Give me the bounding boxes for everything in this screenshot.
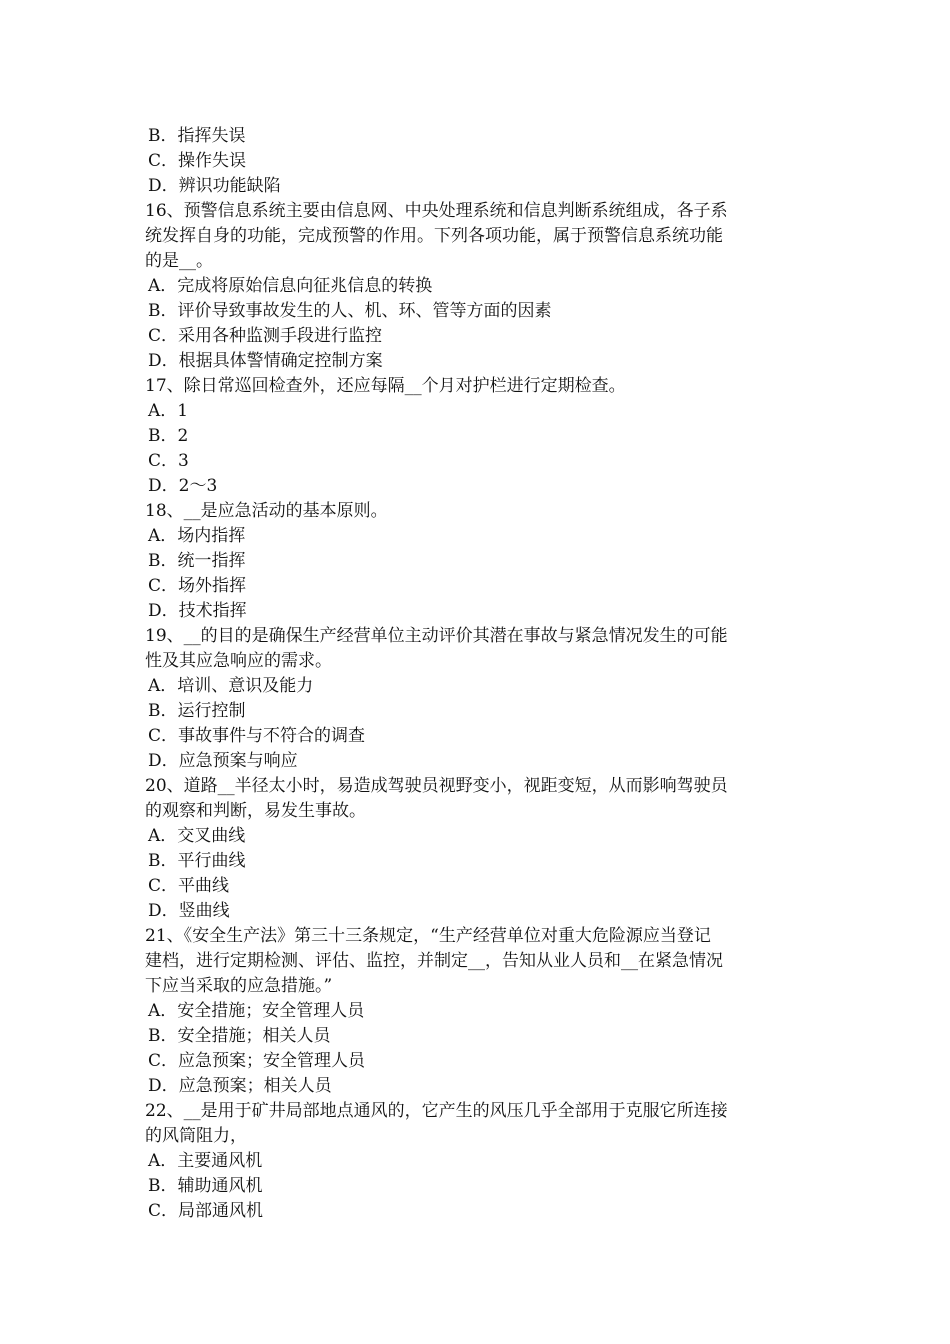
question-text: 性及其应急响应的需求。: [145, 651, 332, 671]
answer-option: C．3: [148, 451, 189, 471]
question-text: 21、《安全生产法》第三十三条规定，“生产经营单位对重大危险源应当登记: [145, 926, 711, 946]
question-text: 的风筒阻力，: [145, 1126, 247, 1146]
answer-option: C．场外指挥: [148, 576, 247, 596]
answer-option: B．指挥失误: [148, 126, 246, 146]
question-text: 17、除日常巡回检查外，还应每隔__个月对护栏进行定期检查。: [145, 376, 626, 396]
answer-option: D．应急预案；相关人员: [148, 1076, 332, 1096]
answer-option: A．1: [148, 401, 189, 421]
answer-option: C．应急预案；安全管理人员: [148, 1051, 366, 1071]
answer-option: A．场内指挥: [148, 526, 246, 546]
answer-option: C．局部通风机: [148, 1201, 264, 1221]
answer-option: D．辨识功能缺陷: [148, 176, 281, 196]
question-text: 18、__是应急活动的基本原则。: [145, 501, 388, 521]
answer-option: A．交叉曲线: [148, 826, 246, 846]
answer-option: D．技术指挥: [148, 601, 247, 621]
question-text: 下应当采取的应急措施。”: [145, 976, 333, 996]
question-text: 的是__。: [145, 251, 213, 271]
answer-option: B．运行控制: [148, 701, 246, 721]
answer-option: A．主要通风机: [148, 1151, 263, 1171]
answer-option: B．安全措施；相关人员: [148, 1026, 331, 1046]
document-body: [145, 124, 810, 1224]
answer-option: A．培训、意识及能力: [148, 676, 314, 696]
question-text: 统发挥自身的功能，完成预警的作用。下列各项功能，属于预警信息系统功能: [145, 226, 723, 246]
question-text: 19、__的目的是确保生产经营单位主动评价其潜在事故与紧急情况发生的可能: [145, 626, 728, 646]
question-text: 20、道路__半径太小时，易造成驾驶员视野变小，视距变短，从而影响驾驶员: [145, 776, 728, 796]
answer-option: A．完成将原始信息向征兆信息的转换: [148, 276, 433, 296]
answer-option: B．评价导致事故发生的人、机、环、管等方面的因素: [148, 301, 552, 321]
answer-option: C．采用各种监测手段进行监控: [148, 326, 383, 346]
answer-option: A．安全措施；安全管理人员: [148, 1001, 365, 1021]
answer-option: B．统一指挥: [148, 551, 246, 571]
answer-option: D．根据具体警情确定控制方案: [148, 351, 383, 371]
question-text: 建档，进行定期检测、评估、监控，并制定__，告知从业人员和__在紧急情况: [145, 951, 723, 971]
question-text: 22、__是用于矿井局部地点通风的，它产生的风压几乎全部用于克服它所连接: [145, 1101, 728, 1121]
answer-option: C．平曲线: [148, 876, 230, 896]
answer-option: C．事故事件与不符合的调查: [148, 726, 366, 746]
answer-option: D．应急预案与响应: [148, 751, 298, 771]
answer-option: B．2: [148, 426, 189, 446]
answer-option: B．平行曲线: [148, 851, 246, 871]
answer-option: C．操作失误: [148, 151, 247, 171]
answer-option: D．2～3: [148, 476, 218, 496]
question-text: 16、预警信息系统主要由信息网、中央处理系统和信息判断系统组成，各子系: [145, 201, 728, 221]
answer-option: B．辅助通风机: [148, 1176, 263, 1196]
answer-option: D．竖曲线: [148, 901, 230, 921]
question-text: 的观察和判断，易发生事故。: [145, 801, 366, 821]
